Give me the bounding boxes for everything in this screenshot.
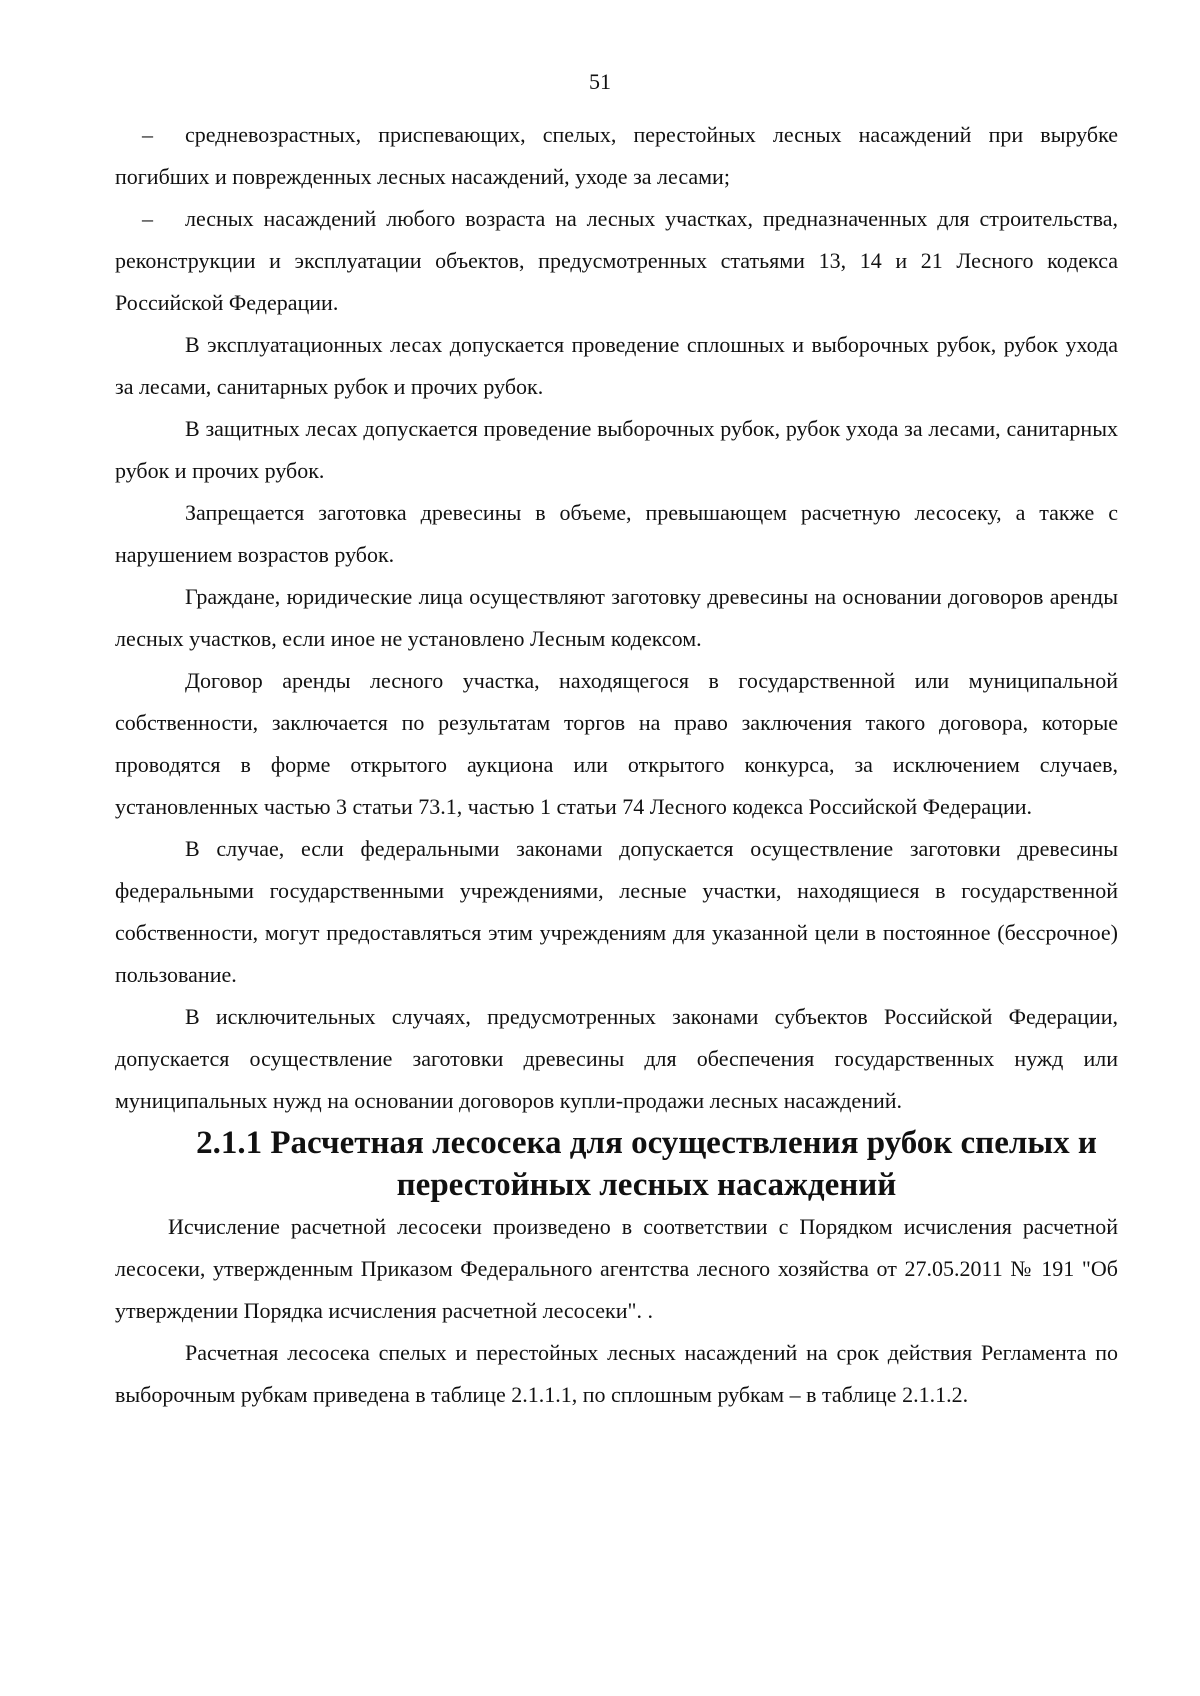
bullet-dash: – — [142, 122, 153, 147]
page-number: 51 — [589, 69, 611, 94]
section-paragraph: Расчетная лесосека спелых и перестойных лесных насаждений на срок действия Регламента по выборочным рубкам приведена в таблице 2.1.1.1, по сплошным рубкам – в таблице 2.1.1.2. — [115, 1340, 1118, 1407]
bullet-item — [115, 114, 1118, 198]
bullet-text: лесных насаждений любого возраста на лесных участках, предназначенных для строительства, реконструкции и эксплуатации объектов, предусмотренных статьями 13, 14 и 21 Лесного кодекса Российской Федерации. — [115, 206, 1118, 315]
paragraph: Запрещается заготовка древесины в объеме, превышающем расчетную лесосеку, а также с нарушением возрастов рубок. — [115, 500, 1118, 567]
section-paragraph: Исчисление расчетной лесосеки произведено в соответствии с Порядком исчисления расчетной лесосеки, утвержденным Приказом Федерального агентства лесного хозяйства от 27.05.2011 № 191 "Об утверждении Порядка исчисления расчетной лесосеки". . — [115, 1214, 1118, 1323]
bullet-text: средневозрастных, приспевающих, спелых, перестойных лесных насаждений при вырубке погибших и поврежденных лесных насаждений, уходе за лесами; — [115, 122, 1118, 189]
paragraph: Граждане, юридические лица осуществляют заготовку древесины на основании договоров аренды лесных участков, если иное не установлено Лесным кодексом. — [115, 584, 1118, 651]
bullet-dash: – — [142, 206, 153, 231]
paragraph: В случае, если федеральными законами допускается осуществление заготовки древесины федеральными государственными учреждениями, лесные участки, находящиеся в государственной собственности, могут предоставляться этим учреждениям для указанной цели в постоянное (бессрочное) пользование. — [115, 836, 1118, 987]
page-content — [115, 114, 1118, 1416]
section-heading: 2.1.1 Расчетная лесосека для осуществления рубок спелых и перестойных лесных насаждений — [196, 1125, 1097, 1203]
paragraph: В защитных лесах допускается проведение выборочных рубок, рубок ухода за лесами, санитарных рубок и прочих рубок. — [115, 416, 1118, 483]
bullet-item — [115, 198, 1118, 324]
paragraph: В исключительных случаях, предусмотренных законами субъектов Российской Федерации, допускается осуществление заготовки древесины для обеспечения государственных нужд или муниципальных нужд на основании договоров купли-продажи лесных насаждений. — [115, 1004, 1118, 1113]
paragraph: В эксплуатационных лесах допускается проведение сплошных и выборочных рубок, рубок ухода за лесами, санитарных рубок и прочих рубок. — [115, 332, 1118, 399]
paragraph: Договор аренды лесного участка, находящегося в государственной или муниципальной собственности, заключается по результатам торгов на право заключения такого договора, которые проводятся в форме открытого аукциона или открытого конкурса, за исключением случаев, установленных частью 3 статьи 73.1, частью 1 статьи 74 Лесного кодекса Российской Федерации. — [115, 668, 1118, 819]
